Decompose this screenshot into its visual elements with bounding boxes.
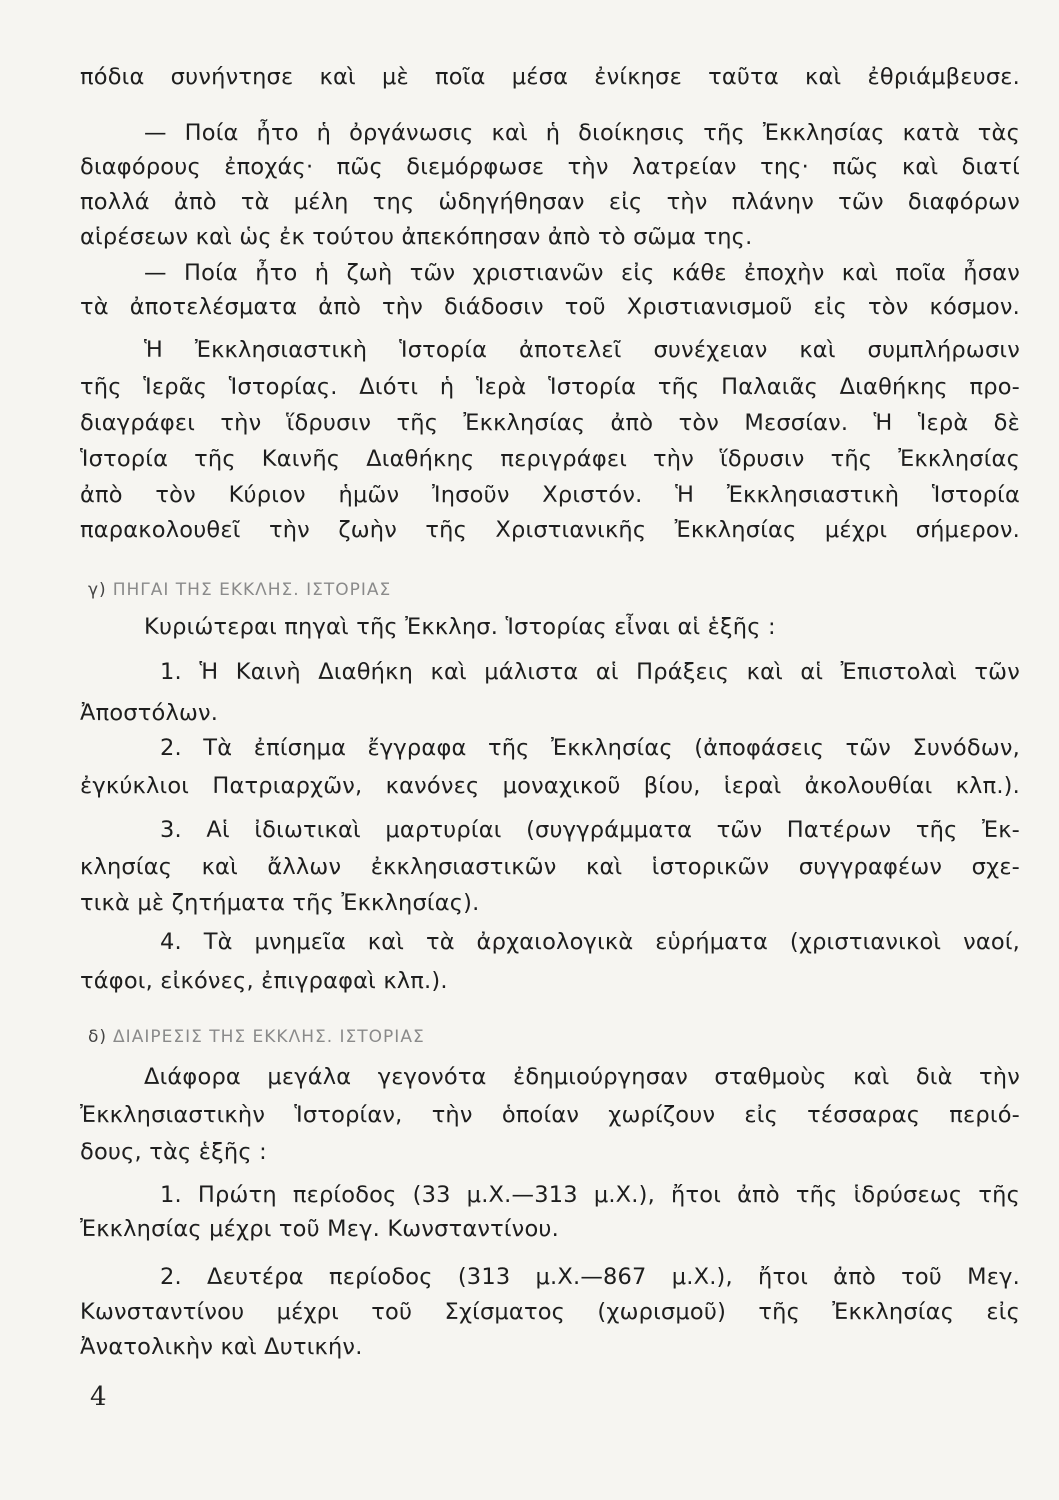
text-line: τῆς Ἱερᾶς Ἱστορίας. Διότι ἡ Ἱερὰ Ἱστορία τῆς Παλαιᾶς Διαθήκης προ- xyxy=(80,374,1020,400)
text-line: 1. Ἡ Καινὴ Διαθήκη καὶ μάλιστα αἱ Πράξεις καὶ αἱ Ἐπιστολαὶ τῶν xyxy=(160,659,1020,685)
section-number: γ) xyxy=(88,580,107,600)
text-line: Ἀποστόλων. xyxy=(80,700,219,726)
text-line: παρακολουθεῖ τὴν ζωὴν τῆς Χριστιανικῆς Ἐκκλησίας μέχρι σήμερον. xyxy=(80,517,1020,543)
text-line: πολλά ἀπὸ τὰ μέλη της ὡδηγήθησαν εἰς τὴν πλάνην τῶν διαφόρων xyxy=(80,189,1020,215)
text-line: Κυριώτεραι πηγαὶ τῆς Ἐκκλησ. Ἱστορίας εἶναι αἱ ἑξῆς : xyxy=(144,614,776,640)
page-number: 4 xyxy=(90,1382,107,1412)
text-line: διαφόρους ἐποχάς· πῶς διεμόρφωσε τὴν λατρείαν της· πῶς καὶ διατί xyxy=(80,154,1020,180)
section-heading-division xyxy=(88,1025,425,1049)
text-line: διαγράφει τὴν ἵδρυσιν τῆς Ἐκκλησίας ἀπὸ τὸν Μεσσίαν. Ἡ Ἱερὰ δὲ xyxy=(80,410,1020,436)
text-line: τάφοι, εἰκόνες, ἐπιγραφαὶ κλπ.). xyxy=(80,968,448,994)
text-line: Ἡ Ἐκκλησιαστικὴ Ἱστορία ἀποτελεῖ συνέχειαν καὶ συμπλήρωσιν xyxy=(144,337,1020,363)
text-line: κλησίας καὶ ἄλλων ἐκκλησιαστικῶν καὶ ἱστορικῶν συγγραφέων σχε- xyxy=(80,854,1020,880)
text-line: 1. Πρώτη περίοδος (33 μ.Χ.—313 μ.Χ.), ἤτοι ἀπὸ τῆς ἱδρύσεως τῆς xyxy=(160,1182,1020,1208)
text-line: 3. Αἱ ἰδιωτικαὶ μαρτυρίαι (συγγράμματα τῶν Πατέρων τῆς Ἐκ- xyxy=(160,817,1020,843)
section-heading-sources xyxy=(88,578,391,602)
section-title: ΔΙΑΙΡΕΣΙΣ ΤΗΣ ΕΚΚΛΗΣ. ΙΣΤΟΡΙΑΣ xyxy=(113,1027,425,1047)
text-line: 2. Τὰ ἐπίσημα ἔγγραφα τῆς Ἐκκλησίας (ἀποφάσεις τῶν Συνόδων, xyxy=(160,735,1020,761)
text-line: 2. Δευτέρα περίοδος (313 μ.Χ.—867 μ.Χ.), ἤτοι ἀπὸ τοῦ Μεγ. xyxy=(160,1264,1020,1290)
text-line: 4. Τὰ μνημεῖα καὶ τὰ ἀρχαιολογικὰ εὑρήματα (χριστιανικοὶ ναοί, xyxy=(160,929,1020,955)
section-title: ΠΗΓΑΙ ΤΗΣ ΕΚΚΛΗΣ. ΙΣΤΟΡΙΑΣ xyxy=(112,580,392,600)
text-line: Κωνσταντίνου μέχρι τοῦ Σχίσματος (χωρισμοῦ) τῆς Ἐκκλησίας εἰς xyxy=(80,1299,1020,1325)
text-line: ἐγκύκλιοι Πατριαρχῶν, κανόνες μοναχικοῦ βίου, ἱεραὶ ἀκολουθίαι κλπ.). xyxy=(80,773,1020,799)
text-line: δους, τὰς ἑξῆς : xyxy=(80,1139,267,1165)
text-line: αἱρέσεων καὶ ὡς ἐκ τούτου ἀπεκόπησαν ἀπὸ τὸ σῶμα της. xyxy=(80,224,753,250)
text-line: — Ποία ἦτο ἡ ζωὴ τῶν χριστιανῶν εἰς κάθε ἐποχὴν καὶ ποῖα ἦσαν xyxy=(144,260,1020,286)
text-line: Ἐκκλησίας μέχρι τοῦ Μεγ. Κωνσταντίνου. xyxy=(80,1216,559,1242)
text-line: Ἐκκλησιαστικὴν Ἱστορίαν, τὴν ὁποίαν χωρίζουν εἰς τέσσαρας περιό- xyxy=(80,1102,1020,1128)
section-number: δ) xyxy=(88,1027,108,1047)
text-line: τικὰ μὲ ζητήματα τῆς Ἐκκλησίας). xyxy=(80,890,480,916)
text-line: Ἀνατολικὴν καὶ Δυτικήν. xyxy=(80,1334,363,1360)
text-line: Ἱστορία τῆς Καινῆς Διαθήκης περιγράφει τὴν ἵδρυσιν τῆς Ἐκκλησίας xyxy=(80,446,1020,472)
text-line: τὰ ἀποτελέσματα ἀπὸ τὴν διάδοσιν τοῦ Χριστιανισμοῦ εἰς τὸν κόσμον. xyxy=(80,294,1020,320)
text-line: — Ποία ἦτο ἡ ὀργάνωσις καὶ ἡ διοίκησις τῆς Ἐκκλησίας κατὰ τὰς xyxy=(144,120,1020,146)
text-line: ἀπὸ τὸν Κύριον ἡμῶν Ἰησοῦν Χριστόν. Ἡ Ἐκκλησιαστικὴ Ἱστορία xyxy=(80,482,1020,508)
text-line: Διάφορα μεγάλα γεγονότα ἐδημιούργησαν σταθμοὺς καὶ διὰ τὴν xyxy=(144,1064,1020,1090)
text-line: πόδια συνήντησε καὶ μὲ ποῖα μέσα ἐνίκησε ταῦτα καὶ ἐθριάμβευσε. xyxy=(80,64,1020,90)
